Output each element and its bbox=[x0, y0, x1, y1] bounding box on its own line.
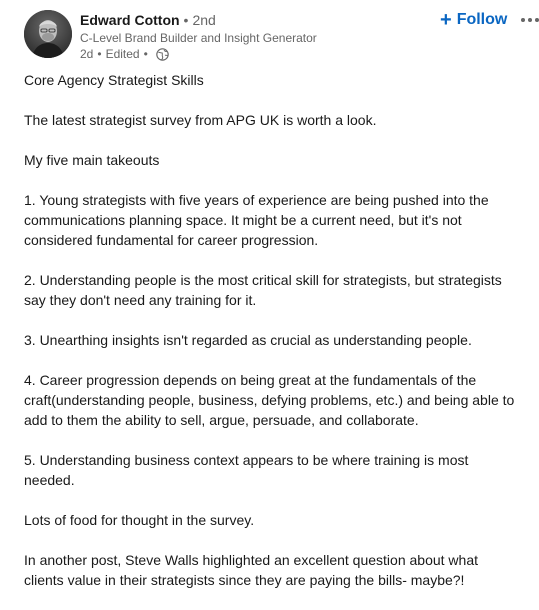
post-paragraph bbox=[24, 190, 539, 250]
globe-icon bbox=[156, 48, 169, 61]
author-headline: C-Level Brand Builder and Insight Generator bbox=[80, 31, 317, 45]
post-paragraph bbox=[24, 330, 539, 350]
post-line: In another post, Steve Walls highlighted an excellent question about what bbox=[24, 552, 478, 568]
plus-icon: + bbox=[440, 9, 452, 31]
post-timestamp bbox=[80, 46, 420, 62]
post-paragraph bbox=[24, 450, 539, 490]
post-paragraph bbox=[24, 550, 539, 590]
post-line: clients value in their strategists since they are paying the bills- maybe?! bbox=[24, 572, 465, 588]
post-paragraph bbox=[24, 150, 539, 170]
avatar[interactable] bbox=[24, 10, 72, 58]
post-text bbox=[24, 70, 539, 610]
post-line: 3. Unearthing insights isn't regarded as crucial as understanding people. bbox=[24, 332, 472, 348]
post-line: add to them the ability to sell, argue, persuade, and collaborate. bbox=[24, 412, 419, 428]
post-line: considered fundamental for career progression. bbox=[24, 232, 319, 248]
post-line: 2. Understanding people is the most critical skill for strategists, but strategists bbox=[24, 272, 502, 288]
post-line: communications planning space. It might be a current need, but it's not bbox=[24, 212, 462, 228]
connection-degree: 2nd bbox=[192, 12, 216, 28]
avatar-photo bbox=[24, 10, 72, 58]
more-dot bbox=[535, 18, 539, 22]
post-line: 4. Career progression depends on being great at the fundamentals of the bbox=[24, 372, 477, 388]
post-paragraph bbox=[24, 270, 539, 310]
follow-label: Follow bbox=[456, 11, 508, 28]
post-line: Core Agency Strategist Skills bbox=[24, 72, 204, 88]
edited-label: Edited bbox=[105, 47, 140, 61]
more-dot bbox=[521, 18, 525, 22]
separator-dot: • bbox=[183, 12, 189, 28]
post-line: craft(understanding people, business, defying problems, etc.) and being able to bbox=[24, 392, 515, 408]
post-line: 1. Young strategists with five years of experience are being pushed into the bbox=[24, 192, 489, 208]
post-time: 2d bbox=[80, 47, 94, 61]
more-dot bbox=[528, 18, 532, 22]
post-line: Lots of food for thought in the survey. bbox=[24, 512, 255, 528]
post-line: say they don't need any training for it. bbox=[24, 292, 257, 308]
post-paragraph bbox=[24, 510, 539, 530]
more-options-icon[interactable] bbox=[521, 14, 539, 26]
separator-dot: • bbox=[143, 47, 148, 61]
post-line: needed. bbox=[24, 472, 75, 488]
author-name-line bbox=[80, 11, 420, 29]
post-line: 5. Understanding business context appears to be where training is most bbox=[24, 452, 469, 468]
post-paragraph bbox=[24, 70, 539, 90]
author-name[interactable]: Edward Cotton bbox=[80, 12, 180, 28]
separator-dot: • bbox=[97, 47, 102, 61]
post-line: The latest strategist survey from APG UK is worth a look. bbox=[24, 112, 377, 128]
follow-button[interactable] bbox=[440, 10, 507, 30]
post-header bbox=[24, 8, 539, 64]
author-meta bbox=[80, 11, 420, 62]
post-paragraph bbox=[24, 110, 539, 130]
post-paragraph bbox=[24, 370, 539, 430]
post-line: My five main takeouts bbox=[24, 152, 160, 168]
